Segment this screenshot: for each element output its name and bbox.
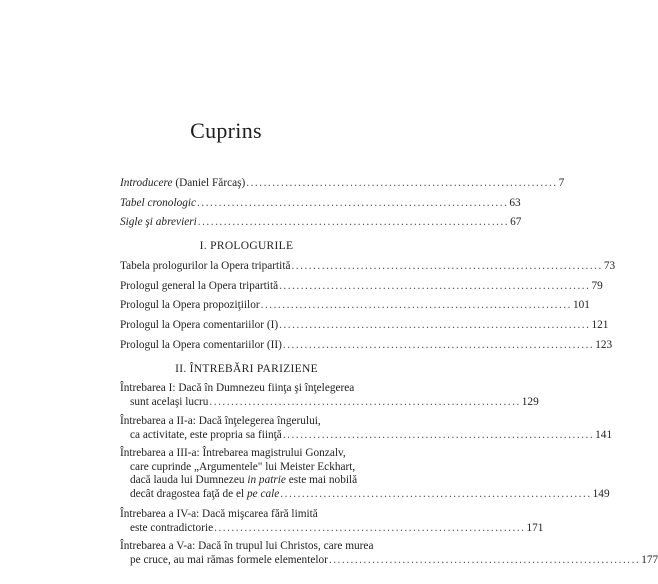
- page-number: 123: [595, 339, 613, 351]
- entry-text: este mai nobilă: [285, 474, 358, 487]
- toc-entry-intrebarea-3[interactable]: [120, 447, 610, 501]
- entry-line: Întrebarea a II-a: Dacă înţelegerea îngerului,: [120, 415, 321, 427]
- page-number: 121: [591, 319, 609, 331]
- dot-leader: ........................................................................: [209, 395, 521, 408]
- entry-line: care cuprinde „Argumentele" lui Meister Eckhart,: [130, 460, 356, 473]
- toc-entry-prologul-general[interactable]: [120, 280, 603, 294]
- page-number: 7: [558, 177, 565, 189]
- entry-title: Prologul la Opera comentariilor (I): [120, 319, 279, 331]
- entry-title: Tabela prologurilor la Opera tripartită: [120, 260, 291, 272]
- entry-text-italic: pe cale: [246, 487, 280, 500]
- toc-entry-intrebarea-2[interactable]: [120, 415, 613, 442]
- dot-leader: ........................................................................: [279, 319, 591, 331]
- entry-text-italic: in patrie: [247, 474, 286, 487]
- toc-entry-sigle[interactable]: [120, 216, 522, 230]
- dot-leader: ........................................................................: [214, 521, 526, 534]
- entry-line: pe cruce, au mai rămas formele elementelor: [130, 553, 328, 566]
- entry-line: sunt acelaşi lucru: [130, 395, 209, 408]
- page-number: 171: [526, 521, 544, 534]
- toc-entry-intrebarea-1[interactable]: [120, 382, 539, 409]
- entry-author: (Daniel Fărcaş): [172, 177, 246, 189]
- page-number: 129: [521, 395, 539, 408]
- dot-leader: ........................................................................: [328, 553, 641, 566]
- page-number: 177: [641, 553, 658, 566]
- entry-line: [120, 474, 373, 488]
- entry-text: dacă lauda lui Dumnezeu: [130, 474, 248, 487]
- toc-entry-tabel-cronologic[interactable]: [120, 197, 521, 211]
- entry-title: Prologul general la Opera tripartită: [120, 280, 279, 292]
- entry-line: Întrebarea a IV-a: Dacă mişcarea fără limită: [120, 508, 318, 520]
- section-heading-intrebari-pariziene: II. ÎNTREBĂRI PARIZIENE: [175, 363, 318, 375]
- toc-entry-tabela-prologurilor[interactable]: [120, 260, 616, 274]
- dot-leader: ........................................................................: [246, 177, 558, 189]
- entry-title: Tabel cronologic: [120, 197, 197, 209]
- page-number: 73: [603, 260, 616, 272]
- dot-leader: ........................................................................: [280, 487, 592, 500]
- dot-leader: ........................................................................: [279, 280, 591, 292]
- dot-leader: ........................................................................: [291, 260, 603, 272]
- entry-title: Prologul la Opera propoziţiilor: [120, 299, 260, 311]
- page-number: 141: [595, 428, 613, 441]
- entry-title: Introducere: [120, 177, 173, 189]
- entry-line: Întrebarea a III-a: Întrebarea magistrului Gonzalv,: [120, 447, 346, 459]
- entry-line: ca activitate, este propria sa fiinţă: [130, 428, 282, 441]
- dot-leader: ........................................................................: [197, 197, 509, 209]
- page-number: 63: [509, 197, 521, 209]
- page-title: Cuprins: [190, 118, 262, 143]
- toc-entry-introducere[interactable]: [120, 177, 565, 191]
- entry-line: este contradictorie: [130, 521, 214, 534]
- toc-entry-intrebarea-5[interactable]: [120, 540, 658, 567]
- toc-entry-intrebarea-4[interactable]: [120, 508, 544, 535]
- dot-leader: ........................................................................: [282, 339, 595, 351]
- entry-line: Întrebarea I: Dacă în Dumnezeu fiinţa şi înţelegerea: [120, 382, 355, 394]
- dot-leader: ........................................................................: [282, 428, 595, 441]
- section-heading-prologurile: I. PROLOGURILE: [199, 240, 294, 252]
- page-number: 101: [572, 299, 590, 311]
- dot-leader: ........................................................................: [260, 299, 572, 311]
- entry-line: Întrebarea a V-a: Dacă în trupul lui Christos, care murea: [120, 540, 374, 552]
- page-number: 67: [510, 216, 522, 228]
- toc-entry-prologul-comentariilor-1[interactable]: [120, 319, 609, 333]
- entry-title: Prologul la Opera comentariilor (II): [120, 339, 282, 351]
- page-number: 149: [592, 487, 610, 500]
- entry-text: decât dragostea faţă de el: [130, 487, 247, 500]
- dot-leader: ........................................................................: [197, 216, 510, 228]
- toc-entry-prologul-propozitiilor[interactable]: [120, 299, 590, 313]
- toc-entry-prologul-comentariilor-2[interactable]: [120, 339, 613, 353]
- page-number: 79: [591, 280, 603, 292]
- entry-title: Sigle şi abrevieri: [120, 216, 197, 228]
